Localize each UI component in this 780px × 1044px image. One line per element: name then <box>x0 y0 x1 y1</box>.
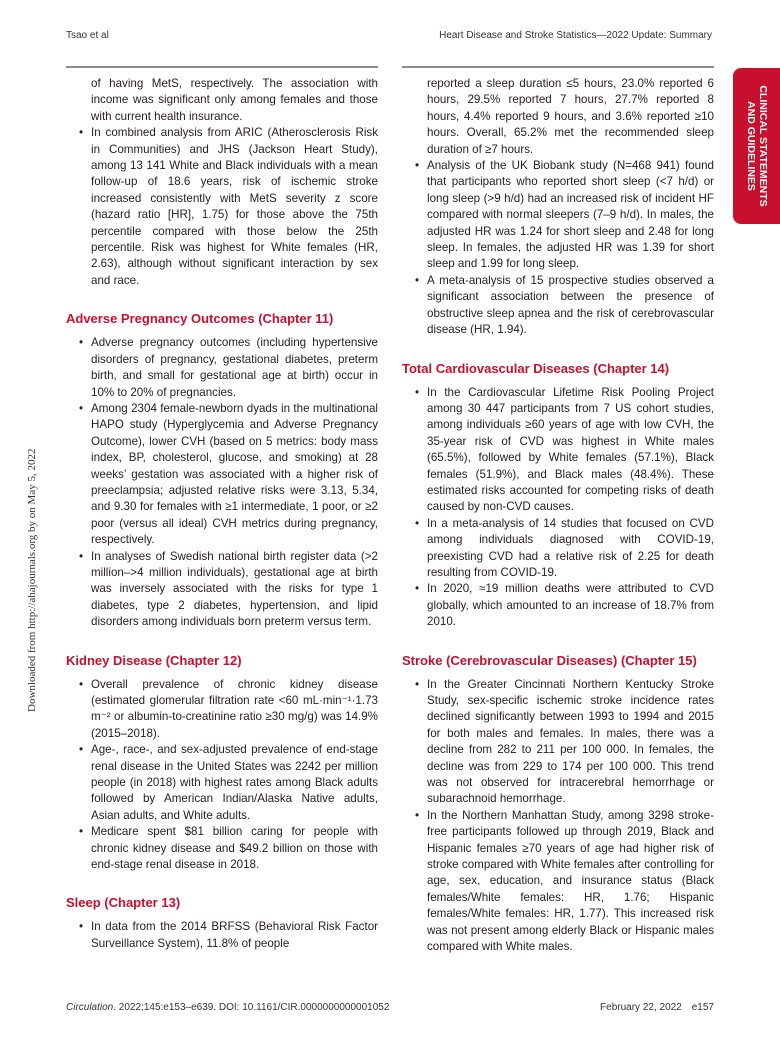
page-number: e157 <box>691 1002 714 1013</box>
citation-text: . 2022;145:e153–e639. DOI: 10.1161/CIR.0000000000001052 <box>113 1002 390 1013</box>
section-heading: Adverse Pregnancy Outcomes (Chapter 11) <box>66 311 334 327</box>
list-item: • Adverse pregnancy outcomes (including hypertensive disorders of pregnancy, gestational diabetes, preterm birth, and small for gestational age at birth) occur in 10% to 20% of pregnancies. <box>91 335 378 401</box>
footer-date-page <box>600 1002 714 1013</box>
list-item: • In a meta-analysis of 14 studies that focused on CVD among individuals diagnosed with COVID-19, preexisting CVD had a relative risk of 2.25 for death resulting from COVID-19. <box>427 516 714 582</box>
running-header-title: Heart Disease and Stroke Statistics—2022 Update: Summary <box>439 30 712 41</box>
section-heading: Total Cardiovascular Diseases (Chapter 14) <box>402 360 670 376</box>
tab-label-line1: CLINICAL STATEMENTS <box>756 85 769 207</box>
bullet-list <box>402 677 714 956</box>
tab-label <box>745 85 769 206</box>
list-item: • In the Cardiovascular Lifetime Risk Pooling Project among 30 447 participants from 7 US cohort studies, among individuals ≥60 years of age with low CVH, the 35-year risk of CVD was highest in White males (65.5%), followed by White females (57.1%), Black females (51.9%), and Black males (48.4%). These estimated risks accounted for competing risks of death caused by non-CVD causes. <box>427 385 714 516</box>
list-item: • In the Northern Manhattan Study, among 3298 stroke-free participants followed up through 2019, Black and Hispanic females ≥70 years of age had higher risk of stroke compared with White females after controlling for age, sex, education, and insurance status (Black females/White females: HR, 1.76; Hispanic females/White females: HR, 1.77). This increased risk was not present among elderly Black or Hispanic males compared with White males. <box>427 808 714 956</box>
bullet-list <box>66 919 378 952</box>
journal-name: Circulation <box>66 1002 114 1013</box>
list-item: • In 2020, ≈19 million deaths were attributed to CVD globally, which amounted to an increase of 18.7% from 2010. <box>427 581 714 630</box>
section-heading: Sleep (Chapter 13) <box>66 895 181 911</box>
list-item: • A meta-analysis of 15 prospective studies observed a significant association between the presence of obstructive sleep apnea and the risk of cerebrovascular disease (HR, 1.94). <box>427 273 714 339</box>
paragraph-continuation: of having MetS, respectively. The association with income was significant only among females and those with current health insurance. <box>91 77 378 123</box>
list-item: • In analyses of Swedish national birth register data (>2 million–>4 million individuals), gestational age at birth was inversely associated with the risks for type 1 diabetes, type 2 diabetes, hypertension, and lipid disorders among individuals born preterm versus term. <box>91 549 378 631</box>
list-item: • Analysis of the UK Biobank study (N=468 941) found that participants who reported short sleep (<7 h/d) or long sleep (>9 h/d) had an increased risk of incident HF compared with normal sleepers (7–9 h/d). In males, the adjusted HR was 1.24 for short sleep and 2.48 for long sleep. In females, the adjusted HR was 1.39 for short sleep and 1.99 for long sleep. <box>427 158 714 273</box>
right-column <box>402 76 714 956</box>
column-rule-right <box>402 66 714 68</box>
bullet-list <box>402 158 714 338</box>
footer-citation <box>66 1002 389 1013</box>
list-item: • In data from the 2014 BRFSS (Behavioral Risk Factor Surveillance System), 11.8% of people <box>91 919 378 952</box>
bullet-list <box>66 677 378 874</box>
download-watermark: Downloaded from http://ahajournals.org by on May 5, 2022 <box>26 448 38 712</box>
bullet-list <box>66 125 378 289</box>
bullet-list <box>402 385 714 631</box>
left-column <box>66 76 378 952</box>
list-item: • Medicare spent $81 billion caring for people with chronic kidney disease and $49.2 billion on those with end-stage renal disease in 2018. <box>91 824 378 873</box>
paragraph-continuation: reported a sleep duration ≤5 hours, 23.0% reported 6 hours, 29.5% reported 7 hours, 27.7% reported 8 hours, 4.4% reported 9 hours, and 3.6% reported ≥10 hours. Overall, 65.2% met the recommended sleep duration of ≥7 hours. <box>427 77 714 156</box>
column-rule-left <box>66 66 378 68</box>
tab-label-line2: AND GUIDELINES <box>744 101 757 191</box>
running-header-authors: Tsao et al <box>66 30 109 41</box>
section-heading: Stroke (Cerebrovascular Diseases) (Chapter 15) <box>402 652 697 668</box>
list-item: • In combined analysis from ARIC (Atherosclerosis Risk in Communities) and JHS (Jackson Heart Study), among 13 141 White and Black individuals with a mean follow-up of 18.6 years, risk of ischemic stroke increased consistently with MetS severity z score (hazard ratio [HR], 1.75) for those above the 75th percentile compared with those below the 25th percentile. Risk was highest for White females (HR, 2.63), although without significant interaction by sex and race. <box>91 125 378 289</box>
bullet-list <box>66 335 378 630</box>
list-item: • In the Greater Cincinnati Northern Kentucky Stroke Study, sex-specific ischemic stroke incidence rates declined significantly between 1993 to 1994 and 2015 for both males and females. In males, there was a decline from 282 to 211 per 100 000. In females, the decline was from 229 to 174 per 100 000. This trend was not observed for intracerebral hemorrhage or subarachnoid hemorrhage. <box>427 677 714 808</box>
list-item: • Among 2304 female-newborn dyads in the multinational HAPO study (Hyperglycemia and Adverse Pregnancy Outcome), lower CVH (based on 5 metrics: body mass index, BP, cholesterol, glucose, and smoking) at 28 weeks’ gestation was associated with a higher risk of preeclampsia; adjusted relative risks were 3.13, 5.34, and 9.30 for females with ≥1 intermediate, 1 poor, or ≥2 poor (versus all ideal) CVH metrics during pregnancy, respectively. <box>91 401 378 549</box>
section-heading: Kidney Disease (Chapter 12) <box>66 652 242 668</box>
list-item: • Age-, race-, and sex-adjusted prevalence of end-stage renal disease in the United States was 2242 per million people (in 2018) with highest rates among Black adults followed by American Indian/Alaska Native adults, Asian adults, and White adults. <box>91 742 378 824</box>
clinical-statements-tab <box>733 68 780 224</box>
publication-date: February 22, 2022 <box>600 1002 682 1013</box>
list-item: • Overall prevalence of chronic kidney disease (estimated glomerular filtration rate <60 mL·min⁻¹·1.73 m⁻² or albumin-to-creatinine ratio ≥30 mg/g) was 14.9% (2015–2018). <box>91 677 378 743</box>
